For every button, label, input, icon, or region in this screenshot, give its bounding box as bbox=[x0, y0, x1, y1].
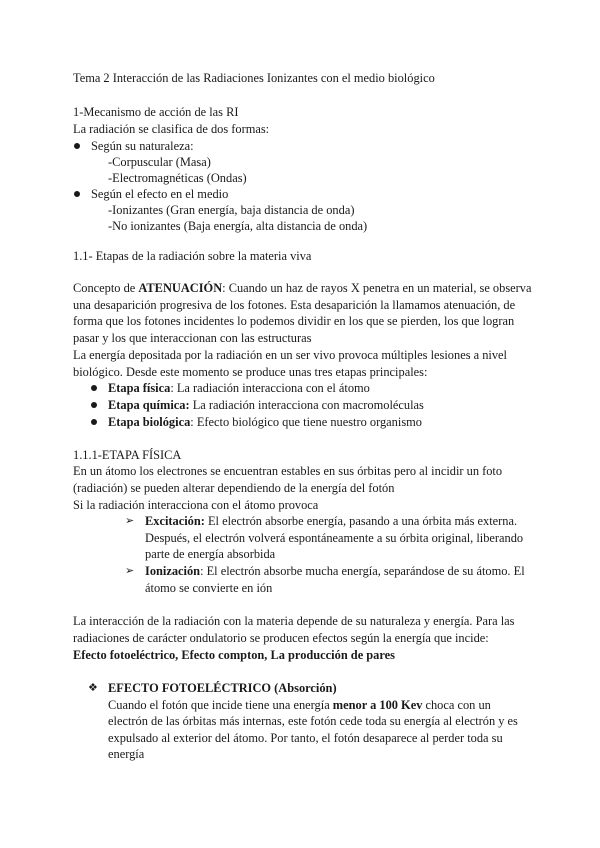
bullet-icon bbox=[91, 419, 97, 425]
interaction-paragraph: La interacción de la radiación con la materia depende de su naturaleza y energía. Para las radiaciones de carácter ondulatorio se producen efectos según la energía que incide: bbox=[73, 614, 515, 645]
effects-list-line: Efecto fotoeléctrico, Efecto compton, La producción de pares bbox=[73, 648, 395, 662]
physical-line-1: En un átomo los electrones se encuentran estables en sus órbitas pero al incidir un foto bbox=[73, 464, 503, 478]
list-item: Según su naturaleza: bbox=[91, 138, 194, 155]
bullet-icon bbox=[91, 402, 97, 408]
arrow-bullet-icon: ➢ bbox=[125, 564, 135, 577]
diamond-bullet-icon: ❖ bbox=[88, 681, 98, 694]
arrow-bullet-icon: ➢ bbox=[125, 514, 135, 527]
document-title: Tema 2 Interacción de las Radiaciones Ionizantes con el medio biológico bbox=[73, 71, 435, 85]
attenuation-paragraph: Concepto de ATENUACIÓN: Cuando un haz de rayos X penetra en un material, se observa una desaparición progresiva de los fotones. Esta desaparición la llamamos atenuación, de forma que los fotones incidentes lo podemos dividir en los que se pierden, los que logran pasar y los que interaccionan con las estructuras bbox=[73, 281, 532, 345]
photoelectric-section bbox=[88, 680, 528, 763]
physical-line-3: Si la radiación interacciona con el átomo provoca bbox=[73, 498, 319, 512]
list-subitem: -Electromagnéticas (Ondas) bbox=[108, 171, 247, 185]
bullet-icon bbox=[74, 143, 80, 149]
energy-paragraph: La energía depositada por la radiación en un ser vivo provoca múltiples lesiones a nivel biológico. Desde este momento se produce unas tres etapas principales: bbox=[73, 348, 507, 379]
bullet-icon bbox=[91, 385, 97, 391]
photoelectric-paragraph: Cuando el fotón que incide tiene una energía menor a 100 Kev choca con un electrón de las órbitas más internas, este fotón cede toda su energía al electrón y es expulsado al exterior del átomo. Por tanto, el fotón desaparece al perder toda su energía bbox=[108, 697, 518, 762]
list-item: Etapa física: La radiación interacciona con el átomo bbox=[108, 380, 370, 397]
section-1-1-heading: 1.1- Etapas de la radiación sobre la materia viva bbox=[73, 249, 312, 263]
list-item: Según el efecto en el medio bbox=[91, 186, 228, 203]
list-subitem: -Ionizantes (Gran energía, baja distancia de onda) bbox=[108, 203, 355, 217]
list-item: ➢ Excitación: El electrón absorbe energía, pasando a una órbita más externa. Después, el electrón volverá espontáneamente a su órbita original, liberando parte de energía absorbida bbox=[125, 514, 524, 562]
section-1-intro: La radiación se clasifica de dos formas: bbox=[73, 122, 270, 136]
list-subitem: -Corpuscular (Masa) bbox=[108, 155, 211, 169]
list-item: ➢ Ionización: El electrón absorbe mucha energía, separándose de su átomo. El átomo se convierte en ión bbox=[125, 564, 525, 595]
physical-line-2: (radiación) se pueden alterar dependiendo de la energía del fotón bbox=[73, 481, 395, 495]
photoelectric-heading: EFECTO FOTOELÉCTRICO (Absorción) bbox=[108, 681, 337, 695]
section-1-heading: 1-Mecanismo de acción de las RI bbox=[73, 105, 239, 119]
section-1-1-1-heading: 1.1.1-ETAPA FÍSICA bbox=[73, 448, 182, 462]
bullet-icon bbox=[74, 191, 80, 197]
list-subitem: -No ionizantes (Baja energía, alta distancia de onda) bbox=[108, 219, 368, 233]
list-item: Etapa química: La radiación interacciona con macromoléculas bbox=[108, 397, 424, 414]
list-item: Etapa biológica: Efecto biológico que tiene nuestro organismo bbox=[108, 414, 422, 431]
